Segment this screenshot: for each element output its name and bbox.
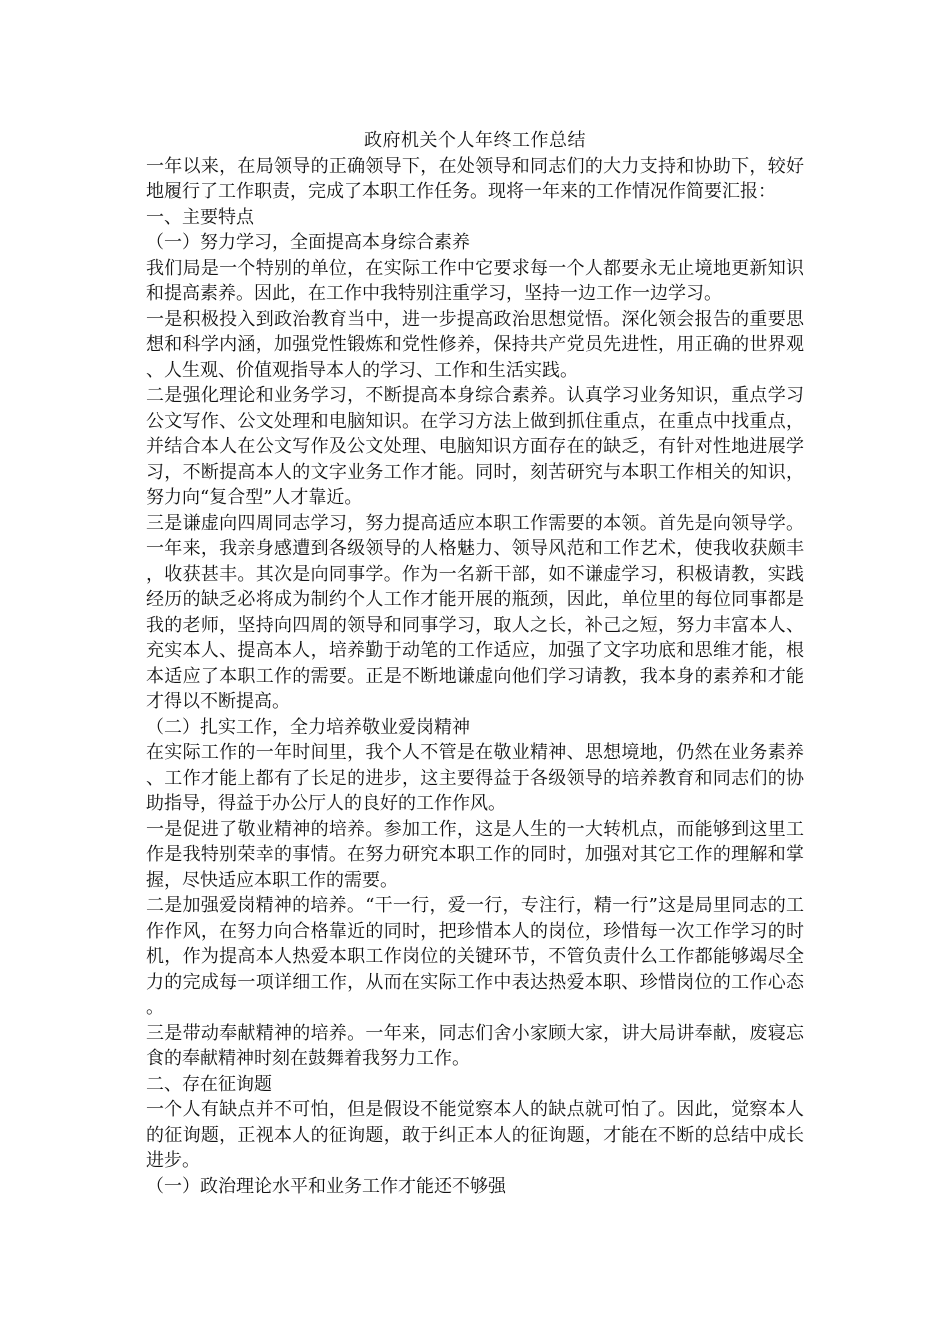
body-paragraph: 一是促进了敬业精神的培养。参加工作，这是人生的一大转机点，而能够到这里工作是我特别荣幸的事情。在努力研究本职工作的同时，加强对其它工作的理解和掌握，尽快适应本职工作的需要。 xyxy=(146,818,804,891)
section-heading-problems: 二、存在征询题 xyxy=(146,1073,272,1095)
intro-paragraph: 一年以来，在局领导的正确领导下，在处领导和同志们的大力支持和协助下，较好地履行了工作职责，完成了本职工作任务。现将一年来的工作情况作简要汇报： xyxy=(146,155,804,202)
subsection-heading-work: （二）扎实工作，全力培养敬业爱岗精神 xyxy=(146,716,470,738)
body-paragraph: 一个人有缺点并不可怕，但是假设不能觉察本人的缺点就可怕了。因此，觉察本人的征询题，正视本人的征询题，敢于纠正本人的征询题，才能在不断的总结中成长进步。 xyxy=(146,1099,804,1171)
section-heading-main-features: 一、主要特点 xyxy=(146,206,254,228)
body-paragraph: 二是强化理论和业务学习，不断提高本身综合素养。认真学习业务知识，重点学习公文写作、公文处理和电脑知识。在学习方法上做到抓住重点，在重点中找重点，并结合本人在公文写作及公文处理、电脑知识方面存在的缺乏，有针对性地进展学习，不断提高本人的文字业务工作才能。同时，刻苦研究与本职工作相关的知识，努力向“复合型”人才靠近。 xyxy=(146,385,804,508)
body-paragraph: 二是加强爱岗精神的培养。“干一行，爱一行，专注行，精一行”这是局里同志的工作作风，在努力向合格靠近的同时，把珍惜本人的岗位，珍惜每一次工作学习的时机，作为提高本人热爱本职工作岗位的关键环节，不管负责什么工作都能够竭尽全力的完成每一项详细工作，从而在实际工作中表达热爱本职、珍惜岗位的工作心态。 xyxy=(146,895,804,1018)
subsection-heading-political-theory: （一）政治理论水平和业务工作才能还不够强 xyxy=(146,1175,506,1197)
subsection-heading-study: （一）努力学习，全面提高本身综合素养 xyxy=(146,232,470,253)
document-body xyxy=(146,128,804,1199)
body-paragraph: 一是积极投入到政治教育当中，进一步提高政治思想觉悟。深化领会报告的重要思想和科学内涵，加强党性锻炼和党性修养，保持共产党员先进性，用正确的世界观、人生观、价值观指导本人的学习、工作和生活实践。 xyxy=(146,308,804,381)
body-paragraph: 三是谦虚向四周同志学习，努力提高适应本职工作需要的本领。首先是向领导学。一年来，我亲身感遭到各级领导的人格魅力、领导风范和工作艺术，使我收获颇丰，收获甚丰。其次是向同事学。作为一名新干部，如不谦虚学习，积极请教，实践经历的缺乏必将成为制约个人工作才能开展的瓶颈，因此，单位里的每位同事都是我的老师，坚持向四周的领导和同事学习，取人之长，补己之短，努力丰富本人、充实本人、提高本人，培养勤于动笔的工作适应，加强了文字功底和思维才能，根本适应了本职工作的需要。正是不断地谦虚向他们学习请教，我本身的素养和才能才得以不断提高。 xyxy=(146,512,804,712)
body-paragraph: 我们局是一个特别的单位，在实际工作中它要求每一个人都要永无止境地更新知识和提高素养。因此，在工作中我特别注重学习，坚持一边工作一边学习。 xyxy=(146,257,804,304)
document-title: 政府机关个人年终工作总结 xyxy=(364,130,586,151)
body-paragraph: 在实际工作的一年时间里，我个人不管是在敬业精神、思想境地，仍然在业务素养、工作才能上都有了长足的进步，这主要得益于各级领导的培养教育和同志们的协助指导，得益于办公厅人的良好的工作作风。 xyxy=(146,742,804,814)
body-paragraph: 三是带动奉献精神的培养。一年来，同志们舍小家顾大家，讲大局讲奉献，废寝忘食的奉献精神时刻在鼓舞着我努力工作。 xyxy=(146,1022,804,1069)
